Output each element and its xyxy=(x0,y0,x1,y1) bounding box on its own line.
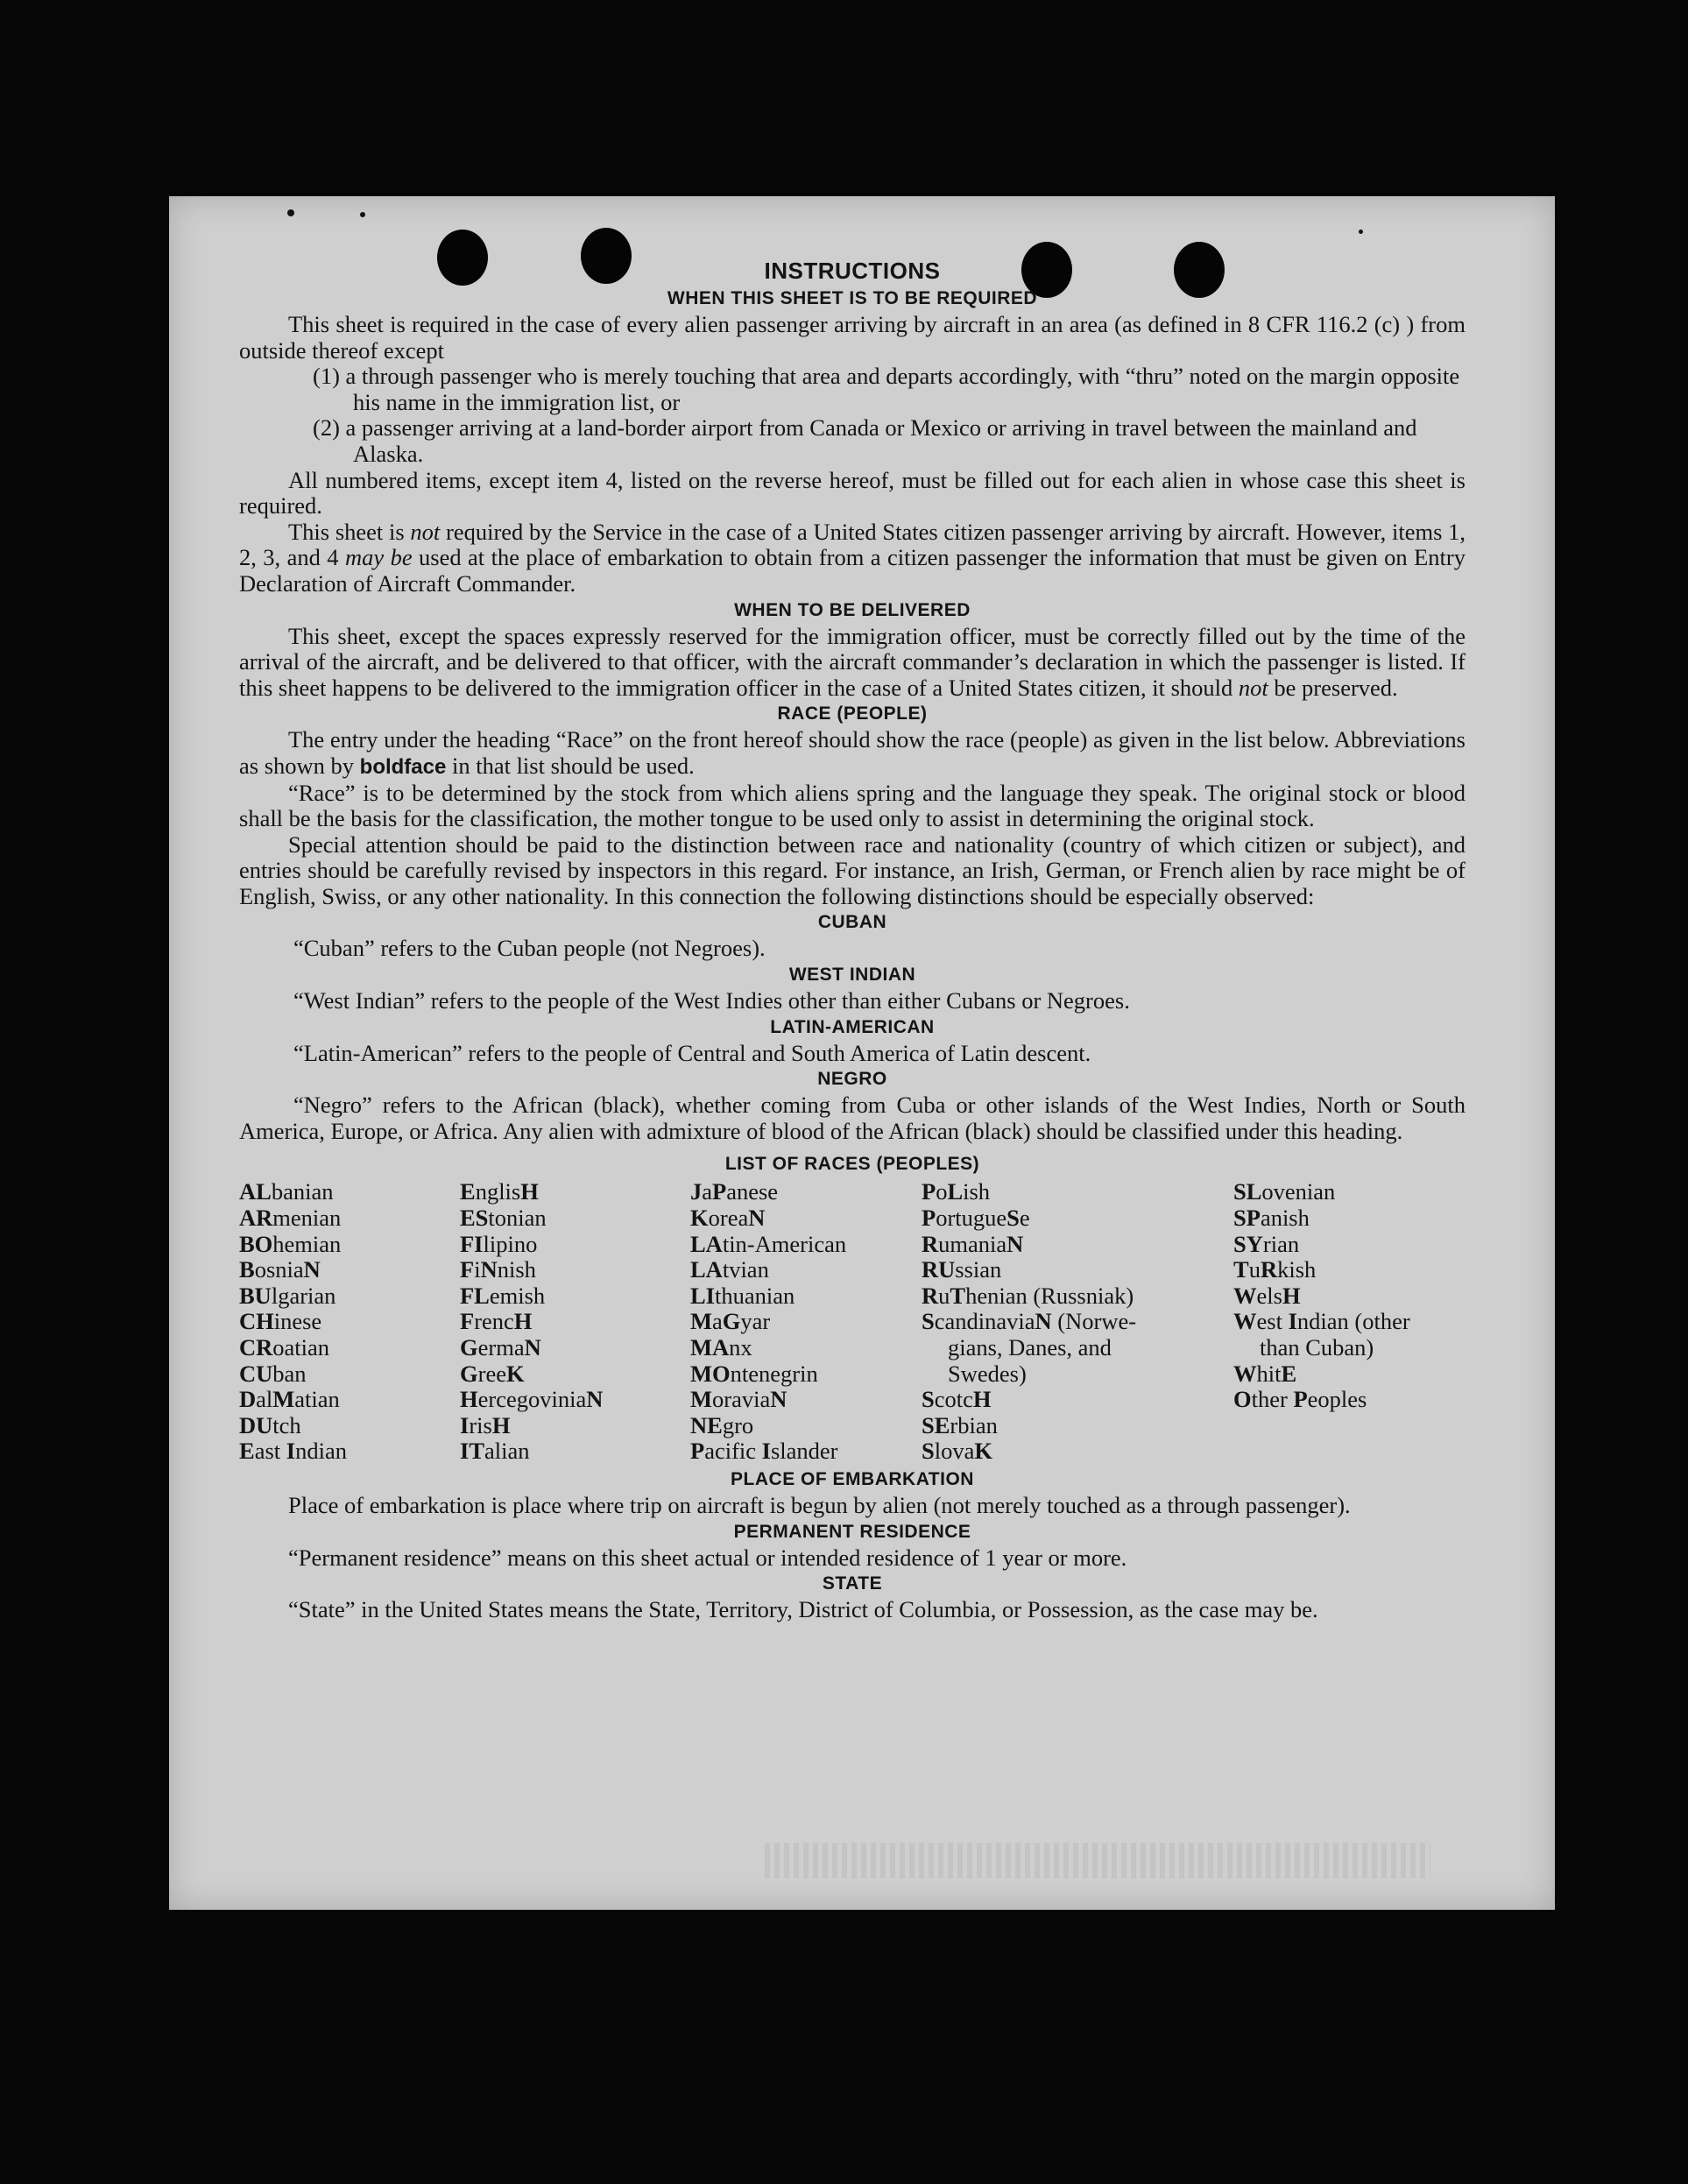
race-abbrev: I xyxy=(286,1438,296,1465)
cuban-paragraph: “Cuban” refers to the Cuban people (not Negroes). xyxy=(293,935,766,962)
race-text: e xyxy=(1019,1205,1030,1232)
race-entry xyxy=(1233,1283,1466,1310)
race-entry xyxy=(460,1413,690,1439)
race-entry xyxy=(690,1361,922,1388)
race-text: u xyxy=(1248,1256,1261,1283)
races-column xyxy=(1233,1179,1466,1465)
west-indian-paragraph: “West Indian” refers to the people of the West Indies other than either Cubans or Negroes. xyxy=(293,987,1130,1014)
race-text: (Norwe- xyxy=(1051,1308,1137,1335)
race-abbrev: L xyxy=(947,1178,964,1205)
race-text: gro xyxy=(722,1411,754,1438)
race-entry xyxy=(239,1413,460,1439)
race-abbrev: MO xyxy=(690,1360,731,1387)
race-text: ndian (other xyxy=(1296,1308,1410,1335)
embarkation-paragraph: Place of embarkation is place where trip on aircraft is begun by alien (not merely touched as a through passenger). xyxy=(288,1491,1351,1518)
race-entry xyxy=(690,1438,922,1465)
race-text: tch xyxy=(272,1411,301,1438)
race-abbrev: G xyxy=(460,1334,478,1361)
race-text: lgarian xyxy=(271,1282,336,1309)
races-column xyxy=(460,1179,690,1465)
race-text: hit xyxy=(1256,1360,1282,1387)
race-text: thuanian xyxy=(715,1282,795,1309)
race-abbrev: N xyxy=(524,1334,541,1361)
heading-place-of-embarkation: PLACE OF EMBARKATION xyxy=(731,1468,974,1489)
race-text: oatian xyxy=(272,1334,330,1361)
text-run: This sheet, except the spaces expressly reserved for the immigration officer, must be correctly filled out by the time of the arrival of the aircraft, and be delivered to that officer, with the aircraft commander’s declaration in which the passenger is listed. If this sheet happens to be delivered to the immigration officer in the case of a United States citizen, it should xyxy=(239,622,1466,701)
emphasis: may be xyxy=(345,544,413,571)
heading-state: STATE xyxy=(822,1573,883,1594)
race-abbrev: N xyxy=(480,1256,498,1283)
race-text: Swedes) xyxy=(948,1360,1027,1387)
race-abbrev: S xyxy=(922,1308,935,1335)
race-abbrev: J xyxy=(690,1178,703,1205)
race-entry xyxy=(1233,1387,1466,1413)
show-through-print xyxy=(765,1843,1430,1878)
race-entry xyxy=(690,1257,922,1283)
race-abbrev: H xyxy=(513,1308,533,1335)
race-abbrev: P xyxy=(712,1178,727,1205)
race-text: nglis xyxy=(475,1178,521,1205)
race-entry xyxy=(239,1283,460,1310)
race-abbrev: H xyxy=(1282,1282,1301,1309)
race-abbrev: I xyxy=(460,1411,470,1438)
race-text: rbian xyxy=(950,1411,998,1438)
race-entry xyxy=(460,1309,690,1335)
race-entry xyxy=(460,1361,690,1388)
exception-number: (2) xyxy=(313,414,340,442)
boldface-word: boldface xyxy=(359,754,447,779)
race-text: ish xyxy=(963,1178,991,1205)
race-abbrev: R xyxy=(922,1230,939,1257)
race-text: ndian xyxy=(295,1438,347,1465)
race-abbrev: B xyxy=(239,1256,255,1283)
race-abbrev: SL xyxy=(1233,1178,1262,1205)
race-abbrev: G xyxy=(722,1308,741,1335)
race-abbrev: K xyxy=(505,1360,525,1387)
race-entry xyxy=(1233,1257,1466,1283)
race-text: ntenegrin xyxy=(730,1360,818,1387)
heading-when-delivered: WHEN TO BE DELIVERED xyxy=(734,599,971,620)
race-entry xyxy=(239,1335,460,1361)
race-entry xyxy=(690,1205,922,1232)
race-text: slander xyxy=(770,1438,838,1465)
exception-number: (1) xyxy=(313,363,340,390)
race-abbrev: F xyxy=(460,1308,475,1335)
exception-item-2 xyxy=(313,414,1466,467)
latin-american-paragraph: “Latin-American” refers to the people of Central and South America of Latin descent. xyxy=(293,1039,1091,1066)
race-text: est xyxy=(1256,1308,1289,1335)
race-text: erma xyxy=(477,1334,525,1361)
race-abbrev: M xyxy=(690,1308,713,1335)
race-text: ercegovinia xyxy=(477,1386,587,1413)
race-entry xyxy=(922,1232,1233,1258)
emphasis: not xyxy=(1238,674,1268,701)
race-entry xyxy=(460,1205,690,1232)
race-text: tonian xyxy=(488,1205,547,1232)
race-abbrev: DU xyxy=(239,1411,273,1438)
race-text: ovenian xyxy=(1261,1178,1336,1205)
race-text: henian (Russniak) xyxy=(965,1282,1134,1309)
race-abbrev: W xyxy=(1233,1308,1257,1335)
race-entry xyxy=(690,1283,922,1310)
race-text: els xyxy=(1256,1282,1282,1309)
race-entry xyxy=(922,1438,1233,1465)
text-run: used at the place of embarkation to obtain from a citizen passenger the information that must be given on Entry Declaration of Aircraft Commander. xyxy=(239,544,1466,597)
race-text: ban xyxy=(272,1360,307,1387)
race-abbrev: FL xyxy=(460,1282,490,1309)
race-abbrev: W xyxy=(1233,1360,1257,1387)
delivered-paragraph xyxy=(239,624,1466,702)
text-run: This sheet is xyxy=(288,518,411,545)
race-entry xyxy=(239,1361,460,1388)
race-abbrev: D xyxy=(239,1386,257,1413)
race-abbrev: H xyxy=(491,1411,511,1438)
race-entry xyxy=(922,1387,1233,1413)
race-abbrev: AR xyxy=(239,1205,273,1232)
race-text: cotc xyxy=(934,1386,973,1413)
heading-permanent-residence: PERMANENT RESIDENCE xyxy=(733,1521,971,1542)
race-entry xyxy=(922,1283,1233,1310)
race-abbrev: T xyxy=(1233,1256,1249,1283)
numbered-items-paragraph: All numbered items, except item 4, listed on the reverse hereof, must be filled out for each alien in whose case this sheet is required. xyxy=(239,466,1466,519)
race-abbrev: R xyxy=(922,1282,939,1309)
race-text: ortugue xyxy=(936,1205,1007,1232)
race-entry xyxy=(922,1257,1233,1283)
race-entry xyxy=(239,1438,460,1465)
text-run: required by the Service in the case of a United States citizen passenger arriving by aircraft. However, items 1, 2, 3, and 4 xyxy=(239,518,1466,571)
race-text: oravia xyxy=(712,1386,771,1413)
residence-paragraph: “Permanent residence” means on this sheet actual or intended residence of 1 year or more. xyxy=(288,1544,1127,1571)
race-abbrev: N xyxy=(770,1386,787,1413)
race-text: umania xyxy=(938,1230,1007,1257)
race-text: gians, Danes, and xyxy=(948,1334,1112,1361)
instructions-title: INSTRUCTIONS xyxy=(764,258,941,284)
race-text: alian xyxy=(484,1438,530,1465)
race-entry xyxy=(1233,1179,1466,1205)
race-paragraph-1 xyxy=(239,727,1466,780)
race-entry xyxy=(239,1205,460,1232)
race-entry xyxy=(460,1179,690,1205)
race-abbrev: F xyxy=(460,1256,475,1283)
races-column xyxy=(690,1179,922,1465)
race-abbrev: AL xyxy=(239,1178,272,1205)
race-abbrev: E xyxy=(1281,1360,1297,1387)
race-abbrev: K xyxy=(974,1438,992,1465)
race-entry xyxy=(922,1413,1233,1439)
race-text: than Cuban) xyxy=(1260,1334,1374,1361)
race-paragraph-3: Special attention should be paid to the distinction between race and nationality (country of which citizen or subject), and entries should be carefully revised by inspectors in this regard. For instance, an Irish, German, or French alien by race might be of English, Swiss, or any other nationality. In this connection the following distinctions should be especially observed: xyxy=(239,830,1466,909)
race-text: a xyxy=(702,1178,713,1205)
heading-west-indian: WEST INDIAN xyxy=(788,965,916,986)
race-abbrev: T xyxy=(950,1282,966,1309)
race-text: renc xyxy=(474,1308,514,1335)
race-text: nish xyxy=(497,1256,536,1283)
race-text: ree xyxy=(477,1360,506,1387)
race-abbrev: S xyxy=(922,1438,935,1465)
race-entry xyxy=(239,1179,460,1205)
races-column xyxy=(922,1179,1233,1465)
race-text: tin-American xyxy=(722,1230,847,1257)
race-entry xyxy=(922,1205,1233,1232)
race-abbrev: P xyxy=(690,1438,705,1465)
specks xyxy=(360,212,365,217)
document-page xyxy=(169,196,1555,1910)
race-entry xyxy=(1233,1361,1466,1388)
emphasis: not xyxy=(410,518,441,545)
race-abbrev: P xyxy=(922,1205,936,1232)
race-entry xyxy=(460,1438,690,1465)
race-text: ther xyxy=(1251,1386,1294,1413)
race-text: rian xyxy=(1262,1230,1300,1257)
race-paragraph-2: “Race” is to be determined by the stock from which aliens spring and the language they speak. The original stock or blood shall be the basis for the classification, the mother tongue to be used only to assist in determining the original stock. xyxy=(239,779,1466,832)
race-abbrev: LI xyxy=(690,1282,715,1309)
race-abbrev: N xyxy=(586,1386,604,1413)
exception-text: a through passenger who is merely touching that area and departs accordingly, with “thru” noted on the margin opposite his name in the immigration list, or xyxy=(345,363,1460,415)
race-abbrev: M xyxy=(690,1386,713,1413)
race-entry xyxy=(1233,1335,1466,1361)
race-text: menian xyxy=(272,1205,342,1232)
race-abbrev: E xyxy=(460,1178,476,1205)
race-abbrev: G xyxy=(460,1360,478,1387)
exception-item-1 xyxy=(313,363,1466,415)
race-entry xyxy=(1233,1232,1466,1258)
race-abbrev: N xyxy=(1035,1308,1052,1335)
race-abbrev: O xyxy=(1233,1386,1252,1413)
race-entry xyxy=(1233,1309,1466,1335)
race-text: banian xyxy=(271,1178,334,1205)
race-text: anish xyxy=(1260,1205,1310,1232)
heading-latin-american: LATIN-AMERICAN xyxy=(770,1016,935,1037)
race-abbrev: SE xyxy=(922,1411,950,1438)
race-text: ris xyxy=(469,1411,492,1438)
races-list xyxy=(239,1179,1466,1465)
race-abbrev: IT xyxy=(460,1438,484,1465)
heading-list-of-races: LIST OF RACES (PEOPLES) xyxy=(724,1154,980,1175)
race-abbrev: S xyxy=(1006,1205,1020,1232)
heading-cuban: CUBAN xyxy=(817,912,887,933)
race-abbrev: FI xyxy=(460,1230,484,1257)
race-abbrev: LA xyxy=(690,1256,723,1283)
race-text: o xyxy=(936,1178,948,1205)
race-abbrev: RU xyxy=(922,1256,956,1283)
text-run: in that list should be used. xyxy=(446,752,695,779)
race-abbrev: I xyxy=(1288,1308,1297,1335)
race-abbrev: BU xyxy=(239,1282,272,1309)
required-intro: This sheet is required in the case of every alien passenger arriving by aircraft in an area (as defined in 8 CFR 116.2 (c) ) from outside thereof except xyxy=(239,311,1466,364)
race-abbrev: LA xyxy=(690,1230,723,1257)
race-abbrev: CH xyxy=(239,1308,274,1335)
citizen-paragraph xyxy=(239,519,1466,597)
exception-text: a passenger arriving at a land-border airport from Canada or Mexico or arriving in travel between the mainland and Alaska. xyxy=(345,414,1417,467)
race-text: eoples xyxy=(1307,1386,1367,1413)
race-abbrev: SY xyxy=(1233,1230,1263,1257)
race-entry xyxy=(460,1257,690,1283)
specks xyxy=(287,209,294,216)
instructions-content xyxy=(239,256,1466,1623)
heading-negro: NEGRO xyxy=(817,1069,887,1090)
race-text: lova xyxy=(934,1438,975,1465)
heading-race: RACE (PEOPLE) xyxy=(777,703,928,724)
races-column xyxy=(239,1179,460,1465)
race-text: u xyxy=(938,1282,950,1309)
race-text: nx xyxy=(729,1334,752,1361)
race-text: candinavia xyxy=(934,1308,1035,1335)
negro-paragraph: “Negro” refers to the African (black), whether coming from Cuba or other islands of the West Indies, North or South America, Europe, or Africa. Any alien with admixture of blood of the African (black) should be classified under this heading. xyxy=(239,1092,1466,1144)
race-text: atian xyxy=(294,1386,340,1413)
race-abbrev: N xyxy=(303,1256,321,1283)
race-entry xyxy=(690,1232,922,1258)
race-text: ssian xyxy=(955,1256,1002,1283)
race-entry xyxy=(690,1413,922,1439)
race-entry xyxy=(922,1179,1233,1205)
race-text: osnia xyxy=(254,1256,304,1283)
race-abbrev: M xyxy=(272,1386,295,1413)
race-text: yar xyxy=(740,1308,771,1335)
race-entry xyxy=(690,1309,922,1335)
race-entry xyxy=(690,1179,922,1205)
race-text: ast xyxy=(254,1438,286,1465)
race-entry xyxy=(239,1257,460,1283)
race-abbrev: N xyxy=(748,1205,766,1232)
race-text: kish xyxy=(1277,1256,1317,1283)
race-abbrev: I xyxy=(761,1438,771,1465)
race-entry xyxy=(460,1283,690,1310)
race-abbrev: W xyxy=(1233,1282,1257,1309)
state-paragraph: “State” in the United States means the State, Territory, District of Columbia, or Possession, as the case may be. xyxy=(288,1596,1318,1623)
race-entry xyxy=(690,1387,922,1413)
race-abbrev: SP xyxy=(1233,1205,1261,1232)
race-entry xyxy=(922,1361,1233,1388)
race-entry xyxy=(690,1335,922,1361)
race-entry xyxy=(239,1232,460,1258)
race-abbrev: CU xyxy=(239,1360,273,1387)
race-abbrev: BO xyxy=(239,1230,273,1257)
race-abbrev: MA xyxy=(690,1334,730,1361)
specks xyxy=(1359,230,1363,234)
race-text: lipino xyxy=(483,1230,538,1257)
race-entry xyxy=(239,1387,460,1413)
race-abbrev: P xyxy=(1293,1386,1308,1413)
race-abbrev: H xyxy=(520,1178,539,1205)
race-abbrev: H xyxy=(460,1386,478,1413)
race-abbrev: K xyxy=(690,1205,709,1232)
race-text: a xyxy=(712,1308,723,1335)
race-entry xyxy=(460,1387,690,1413)
race-abbrev: H xyxy=(972,1386,992,1413)
race-text: i xyxy=(474,1256,481,1283)
race-abbrev: CR xyxy=(239,1334,273,1361)
race-abbrev: P xyxy=(922,1178,936,1205)
heading-when-required: WHEN THIS SHEET IS TO BE REQUIRED xyxy=(667,288,1038,308)
race-abbrev: ES xyxy=(460,1205,489,1232)
race-text: emish xyxy=(489,1282,546,1309)
race-entry xyxy=(239,1309,460,1335)
race-entry xyxy=(922,1309,1233,1335)
race-text: orea xyxy=(708,1205,749,1232)
text-run: be preserved. xyxy=(1268,674,1398,701)
race-text: acific xyxy=(704,1438,762,1465)
race-text: anese xyxy=(726,1178,779,1205)
text-run: The entry under the heading “Race” on the front hereof should show the race (people) as given in the list below. Abbreviations as shown by xyxy=(239,726,1466,779)
race-abbrev: S xyxy=(922,1386,935,1413)
race-entry xyxy=(460,1335,690,1361)
race-abbrev: R xyxy=(1260,1256,1278,1283)
race-entry xyxy=(1233,1205,1466,1232)
race-text: tvian xyxy=(722,1256,769,1283)
race-entry xyxy=(460,1232,690,1258)
race-abbrev: NE xyxy=(690,1411,723,1438)
race-text: al xyxy=(256,1386,273,1413)
race-text: inese xyxy=(273,1308,322,1335)
race-abbrev: N xyxy=(1006,1230,1024,1257)
race-text: hemian xyxy=(272,1230,342,1257)
race-abbrev: E xyxy=(239,1438,255,1465)
race-entry xyxy=(922,1335,1233,1361)
